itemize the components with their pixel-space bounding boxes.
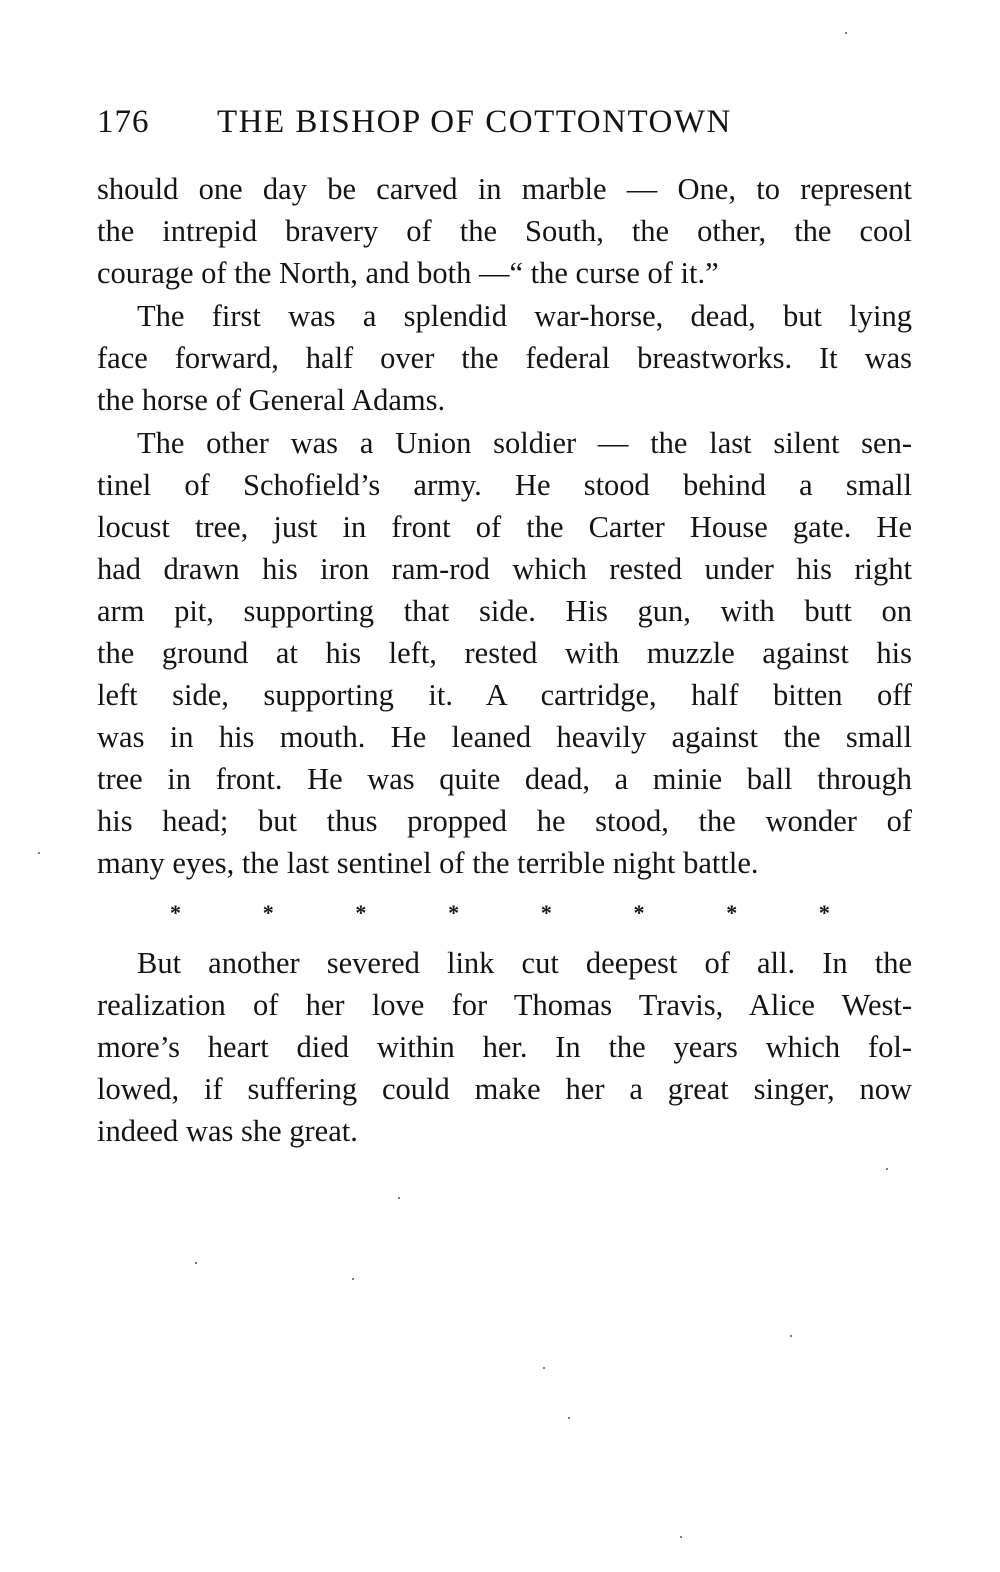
scan-speck [38,852,40,854]
text-line: the intrepid bravery of the South, the other, the cool [97,214,912,248]
scan-speck [680,1536,682,1538]
scan-speck [790,1335,792,1337]
text-line: arm pit, supporting that side. His gun, with butt on [97,594,912,628]
text-line: tinel of Schofield’s army. He stood behind a small [97,468,912,502]
paragraph-3 [97,422,912,884]
text-line: many eyes, the last sentinel of the terrible night battle. [97,846,759,880]
text-line: was in his mouth. He leaned heavily against the small [97,720,912,754]
divider-star: * [540,900,552,925]
text-line: indeed was she great. [97,1114,358,1148]
divider-star: * [262,900,274,925]
text-line: lowed, if suffering could make her a great singer, now [97,1072,912,1106]
scan-speck [398,1197,400,1199]
divider-star: * [818,900,830,925]
divider-star: * [170,900,181,925]
text-line: more’s heart died within her. In the years which fol- [97,1030,912,1064]
scan-speck [543,1367,545,1369]
divider-star: * [448,900,460,925]
text-line: face forward, half over the federal breastworks. It was [97,341,912,375]
running-title: THE BISHOP OF COTTONTOWN [217,104,732,140]
text-line: locust tree, just in front of the Carter House gate. He [97,510,912,544]
scan-speck [886,1168,888,1170]
text-line: his head; but thus propped he stood, the wonder of [97,804,912,838]
scan-speck [568,1417,570,1419]
text-line: courage of the North, and both —“ the curse of it.” [97,256,719,290]
text-line: the horse of General Adams. [97,383,446,417]
paragraph-2 [97,295,912,421]
text-line: realization of her love for Thomas Travis, Alice West- [97,988,912,1022]
page-header [97,104,917,146]
scan-speck [352,1278,354,1280]
paragraph-4 [97,942,912,1152]
page-number: 176 [97,104,150,140]
text-line: But another severed link cut deepest of all. In the [137,946,912,980]
text-line: The first was a splendid war-horse, dead, but lying [137,299,912,333]
divider-star: * [633,900,645,925]
text-line: left side, supporting it. A cartridge, half bitten off [97,678,912,712]
text-line: The other was a Union soldier — the last silent sen- [137,426,912,460]
section-divider [170,900,830,930]
text-line: should one day be carved in marble — One, to represent [97,172,912,206]
paragraph-1 [97,168,912,294]
text-line: the ground at his left, rested with muzzle against his [97,636,912,670]
scan-speck [195,1262,197,1264]
text-line: had drawn his iron ram-rod which rested under his right [97,552,912,586]
text-line: tree in front. He was quite dead, a minie ball through [97,762,912,796]
divider-star: * [726,900,738,925]
scan-speck [845,32,847,34]
divider-star: * [355,900,367,925]
